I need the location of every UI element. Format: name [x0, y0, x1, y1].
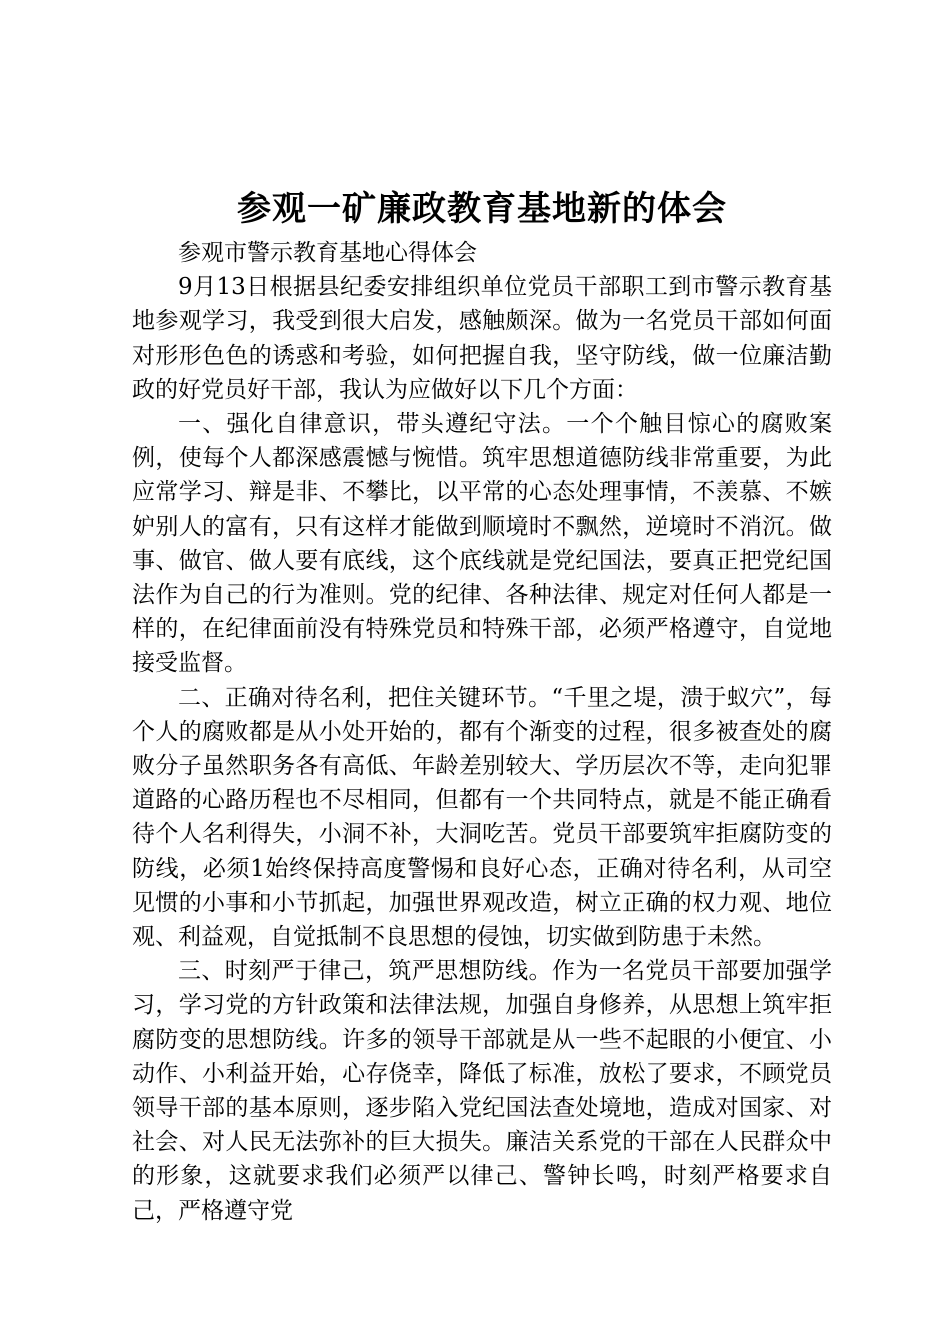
- paragraph-point-2: 二、正确对待名利，把住关键环节。“千里之堤，溃于蚁穴”，每个人的腐败都是从小处开始的，都有个渐变的过程，很多被查处的腐败分子虽然职务各有高低、年龄差别较大、学历层次不等，走向犯罪道路的心路历程也不尽相同，但都有一个共同特点，就是不能正确看待个人名利得失，小洞不补，大洞吃苦。党员干部要筑牢拒腐防变的防线，必须1始终保持高度警惕和良好心态，正确对待名利，从司空见惯的小事和小节抓起，加强世界观改造，树立正确的权力观、地位观、利益观，自觉抵制不良思想的侵蚀，切实做到防患于未然。: [132, 684, 832, 951]
- paragraph-point-1: 一、强化自律意识，带头遵纪守法。一个个触目惊心的腐败案例，使每个人都深感震憾与惋惜。筑牢思想道德防线非常重要，为此应常学习、辩是非、不攀比，以平常的心态处理事情，不羡慕、不嫉妒别人的富有，只有这样才能做到顺境时不飘然，逆境时不消沉。做事、做官、做人要有底线，这个底线就是党纪国法，要真正把党纪国法作为自己的行为准则。党的纪律、各种法律、规定对任何人都是一样的，在纪律面前没有特殊党员和特殊干部，必须严格遵守，自觉地接受监督。: [132, 411, 832, 677]
- document-body: [132, 236, 832, 1228]
- paragraph-point-3: 三、时刻严于律己，筑严思想防线。作为一名党员干部要加强学习，学习党的方针政策和法律法规，加强自身修养，从思想上筑牢拒腐防变的思想防线。许多的领导干部就是从一些不起眼的小便宜、小动作、小利益开始，心存侥幸，降低了标准，放松了要求，不顾党员领导干部的基本原则，逐步陷入党纪国法查处境地，造成对国家、对社会、对人民无法弥补的巨大损失。廉洁关系党的干部在人民群众中的形象，这就要求我们必须严以律己、警钟长鸣，时刻严格要求自己，严格遵守党: [132, 958, 832, 1224]
- document-page: [132, 186, 832, 1228]
- paragraph-intro: 9月13日根据县纪委安排组织单位党员干部职工到市警示教育基地参观学习，我受到很大启发，感触颇深。做为一名党员干部如何面对形形色色的诱惑和考验，如何把握自我，坚守防线，做一位廉洁勤政的好党员好干部，我认为应做好以下几个方面：: [132, 274, 832, 403]
- paragraph-subtitle: 参观市警示教育基地心得体会: [178, 240, 477, 266]
- document-title: 参观一矿廉政教育基地新的体会: [237, 189, 727, 229]
